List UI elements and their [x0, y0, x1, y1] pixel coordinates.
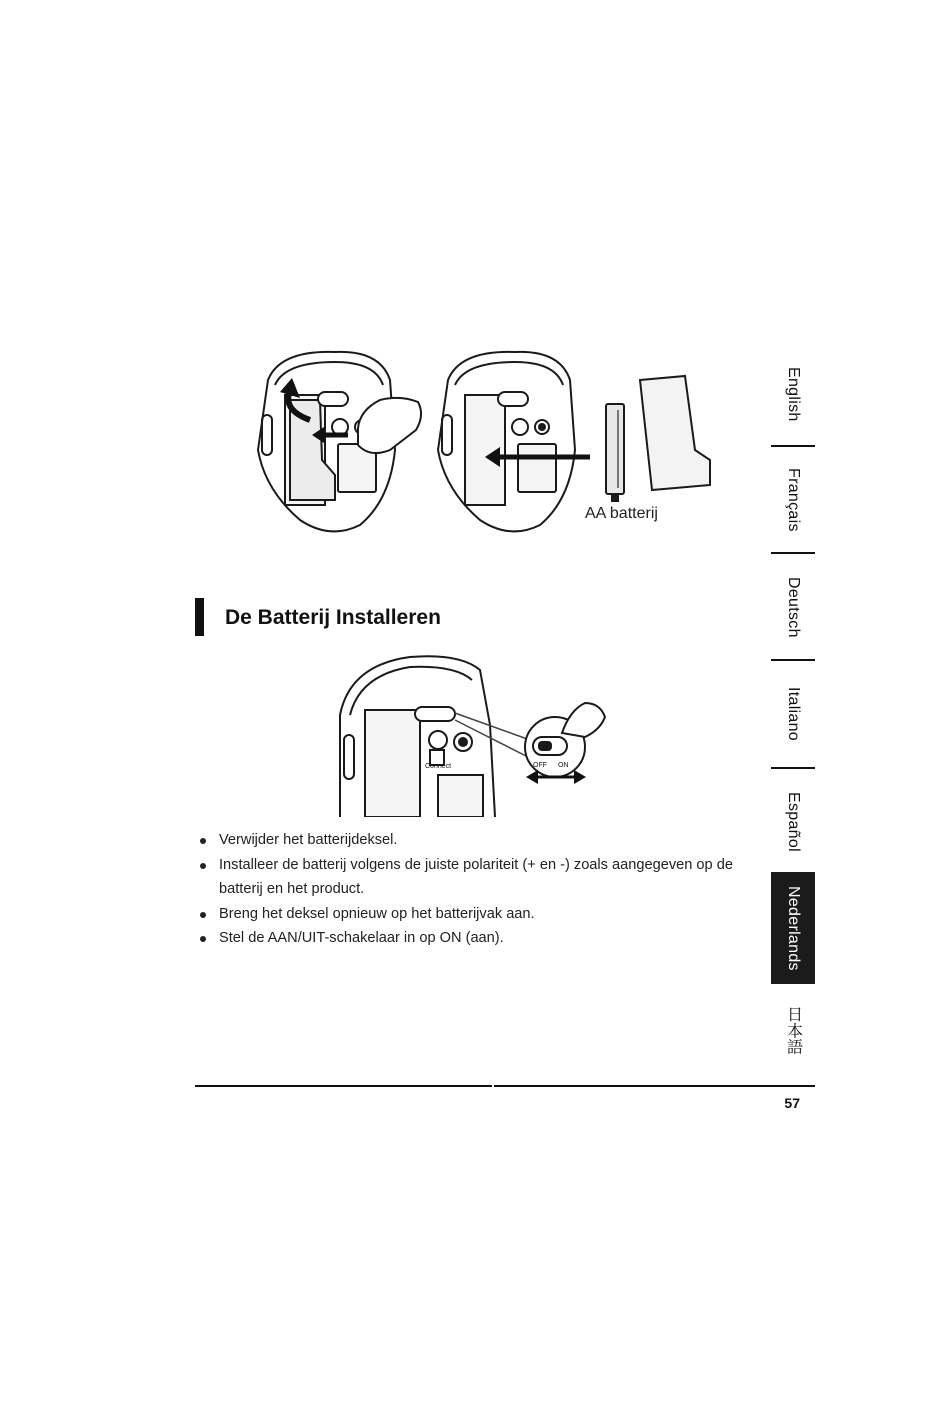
battery-caption: AA batterij: [585, 505, 658, 522]
lang-tab-japanese[interactable]: [771, 995, 815, 1065]
lang-divider: [771, 445, 815, 447]
hand-icon: [358, 398, 421, 453]
lang-divider: [771, 552, 815, 554]
lang-label: Français: [785, 468, 802, 532]
lang-label: Español: [785, 792, 802, 852]
off-label: OFF: [533, 762, 547, 769]
lang-tab-english[interactable]: [771, 345, 815, 443]
lang-tab-italiano[interactable]: [771, 664, 815, 764]
lang-divider: [771, 767, 815, 769]
list-item: Verwijder het batterijdeksel.: [200, 828, 760, 853]
footer-rule-right: [494, 1085, 815, 1087]
lang-label: Italiano: [785, 687, 802, 741]
lang-label: Deutsch: [785, 576, 802, 638]
connect-label: Connect: [425, 763, 452, 770]
lang-tab-espanol[interactable]: [771, 772, 815, 872]
instruction-list: [200, 828, 760, 951]
on-label: ON: [558, 762, 569, 769]
power-switch-illustration: [330, 645, 630, 817]
battery-cover-icon: [640, 376, 710, 490]
list-item: Breng het deksel opnieuw op het batterijvak aan.: [200, 902, 760, 927]
mouse-underside-right: [438, 352, 575, 532]
lang-label: English: [785, 366, 802, 422]
heading-bar: [195, 598, 204, 636]
lang-divider: [771, 659, 815, 661]
mouse-underside-switch: [340, 656, 495, 817]
footer-rule-left: [195, 1085, 492, 1087]
lang-label: Nederlands: [785, 885, 802, 971]
list-item: Stel de AAN/UIT-schakelaar in op ON (aan).: [200, 926, 760, 951]
list-item: Installeer de batterij volgens de juiste polariteit (+ en -) zoals aangegeven op de batterij en het product.: [200, 853, 760, 902]
aa-battery-icon: [606, 404, 624, 502]
section-title: De Batterij Installeren: [225, 606, 441, 629]
page-number: 57: [784, 1095, 800, 1111]
finger-icon: [562, 703, 605, 737]
lang-tab-deutsch[interactable]: [771, 557, 815, 657]
lang-tab-francais[interactable]: [771, 450, 815, 550]
lang-tab-nederlands[interactable]: [771, 872, 815, 984]
lang-label: 日本語: [784, 1005, 802, 1055]
